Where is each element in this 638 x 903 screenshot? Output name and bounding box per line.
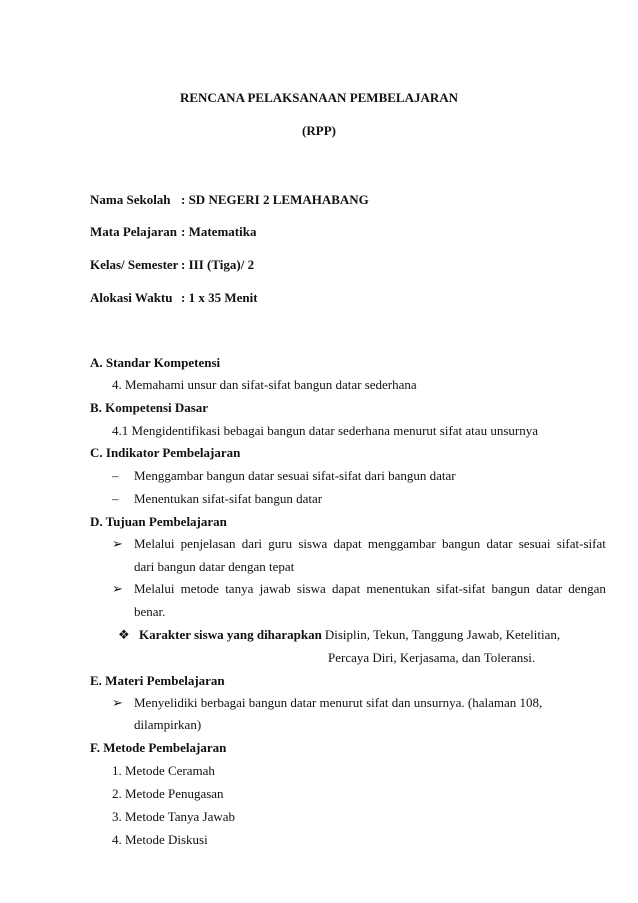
dash-bullet: – bbox=[112, 491, 119, 506]
section-heading-c: C. Indikator Pembelajaran bbox=[90, 445, 241, 460]
identity-value: : 1 x 35 Menit bbox=[181, 290, 258, 305]
section-heading-f: F. Metode Pembelajaran bbox=[90, 740, 227, 755]
tujuan-item-2-line-2: benar. bbox=[134, 604, 166, 619]
diamond-bullet-icon: ❖ bbox=[118, 627, 130, 642]
tujuan-text: Melalui penjelasan dari guru siswa dapat menggambar bangun datar sesuai sifat-sifat bbox=[134, 536, 606, 551]
arrow-bullet-icon: ➢ bbox=[112, 581, 123, 596]
karakter-label: Karakter siswa yang diharapkan bbox=[139, 627, 322, 642]
metode-item: 2. Metode Penugasan bbox=[112, 786, 224, 801]
metode-item: 3. Metode Tanya Jawab bbox=[112, 809, 236, 824]
indikator-text: Menentukan sifat-sifat bangun datar bbox=[134, 491, 323, 506]
indikator-item bbox=[112, 468, 456, 484]
materi-line-2: dilampirkan) bbox=[134, 717, 202, 732]
kompetensi-dasar-item: 4.1 Mengidentifikasi bebagai bangun datar sederhana menurut sifat atau unsurnya bbox=[112, 423, 538, 438]
karakter-value-line-1: : Disiplin, Tekun, Tanggung Jawab, Ketelitian, bbox=[318, 627, 561, 642]
tujuan-item-1-line-1 bbox=[134, 536, 606, 552]
section-heading-b: B. Kompetensi Dasar bbox=[90, 400, 209, 415]
indikator-item bbox=[112, 491, 322, 507]
tujuan-item-2-line-1: Melalui metode tanya jawab siswa dapat menentukan sifat-sifat bangun datar dengan bbox=[134, 581, 606, 596]
karakter-value-line-2: Percaya Diri, Kerjasama, dan Toleransi. bbox=[328, 650, 536, 665]
indikator-text: Menggambar bangun datar sesuai sifat-sifat dari bangun datar bbox=[134, 468, 456, 483]
identity-value: : SD NEGERI 2 LEMAHABANG bbox=[181, 192, 369, 207]
identity-label: Alokasi Waktu bbox=[90, 290, 173, 305]
dash-bullet: – bbox=[112, 468, 119, 483]
identity-label: Nama Sekolah bbox=[90, 192, 171, 207]
materi-line-1: Menyelidiki berbagai bangun datar menurut sifat dan unsurnya. (halaman 108, bbox=[134, 695, 543, 710]
arrow-bullet-icon: ➢ bbox=[112, 536, 123, 551]
identity-value: : III (Tiga)/ 2 bbox=[181, 257, 255, 272]
section-heading-a: A. Standar Kompetensi bbox=[90, 355, 221, 370]
identity-label: Mata Pelajaran bbox=[90, 224, 178, 239]
arrow-bullet-icon: ➢ bbox=[112, 695, 123, 710]
identity-label: Kelas/ Semester bbox=[90, 257, 179, 272]
metode-item: 1. Metode Ceramah bbox=[112, 763, 215, 778]
standar-kompetensi-item: 4. Memahami unsur dan sifat-sifat bangun datar sederhana bbox=[112, 377, 417, 392]
identity-value: : Matematika bbox=[181, 224, 257, 239]
tujuan-item-1-line-2: dari bangun datar dengan tepat bbox=[134, 559, 295, 574]
section-heading-e: E. Materi Pembelajaran bbox=[90, 673, 225, 688]
document-title: RENCANA PELAKSANAAN PEMBELAJARAN bbox=[179, 90, 459, 105]
metode-item: 4. Metode Diskusi bbox=[112, 832, 208, 847]
section-heading-d: D. Tujuan Pembelajaran bbox=[90, 514, 227, 529]
document-subtitle: (RPP) bbox=[302, 123, 336, 138]
